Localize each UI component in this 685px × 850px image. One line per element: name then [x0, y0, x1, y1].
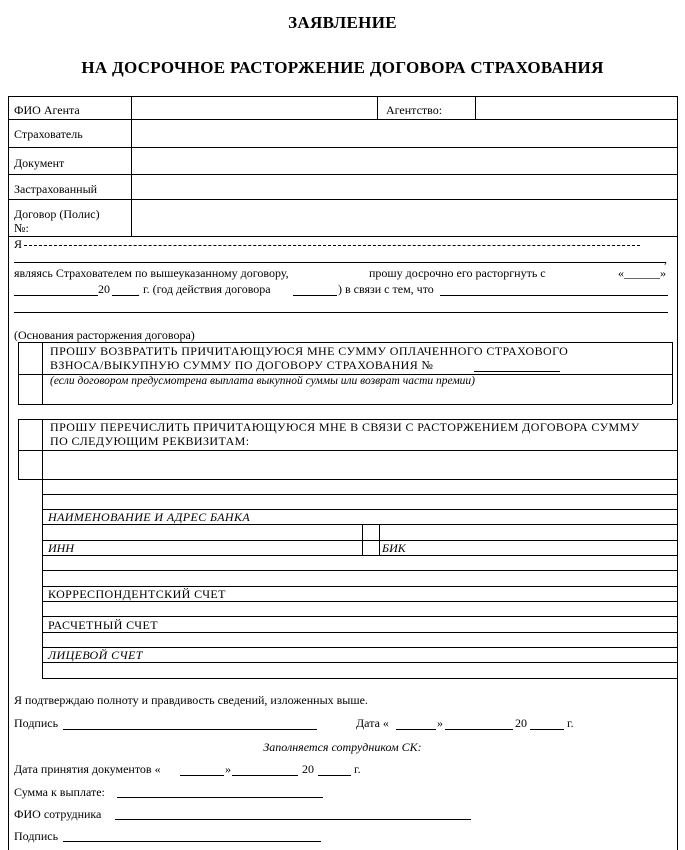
bank-name-field[interactable] — [43, 480, 677, 508]
insurer-field[interactable] — [132, 120, 676, 146]
current-account-field[interactable] — [43, 602, 677, 616]
amount-field[interactable] — [117, 797, 323, 798]
staff-signature-label: Подпись — [14, 829, 59, 843]
inn-field[interactable] — [43, 525, 361, 539]
accept-date-year-prefix: 20 — [302, 762, 314, 776]
contract-year-label: г. (год действия договора — [143, 282, 271, 296]
agency-label: Агентство: — [386, 103, 443, 117]
reasons-note: (Основания расторжения договора) — [14, 328, 195, 342]
termination-date-month[interactable] — [14, 295, 98, 296]
date-label: Дата « — [356, 716, 389, 730]
staff-section-title: Заполняется сотрудником СК: — [263, 740, 422, 754]
reason-field-2[interactable] — [14, 312, 668, 313]
agent-field[interactable] — [132, 97, 376, 118]
transfer-checkbox-2[interactable] — [19, 451, 41, 478]
reason-label: ) в связи с тем, что — [338, 282, 434, 296]
statement-line-start: являясь Страхователем по вышеуказанному договору, — [14, 266, 289, 280]
employee-field[interactable] — [115, 819, 471, 820]
statement-comma: , — [664, 252, 667, 266]
applicant-name-line[interactable] — [24, 245, 640, 246]
signature-label: Подпись — [14, 716, 59, 730]
accept-date-label: Дата принятия документов « — [14, 762, 161, 776]
accept-date-quote: » — [225, 762, 231, 776]
transfer-text-2: ПО СЛЕДУЮЩИМ РЕКВИЗИТАМ: — [50, 434, 250, 448]
confirmation-text: Я подтверждаю полноту и правдивость сведений, изложенных выше. — [14, 693, 368, 707]
refund-checkbox-2[interactable] — [19, 375, 41, 403]
date-quote: » — [437, 716, 443, 730]
current-account-label: РАСЧЕТНЫЙ СЧЕТ — [48, 618, 158, 632]
transfer-text-1: ПРОШУ ПЕРЕЧИСЛИТЬ ПРИЧИТАЮЩУЮСЯ МНЕ В СВЯЗИ С РАСТОРЖЕНИЕМ ДОГОВОРА СУММУ — [50, 420, 640, 434]
refund-text-2: ВЗНОСА/ВЫКУПНУЮ СУММУ ПО ДОГОВОРУ СТРАХОВАНИЯ № — [50, 358, 434, 372]
amount-label: Сумма к выплате: — [14, 785, 105, 799]
insured-label: Застрахованный — [14, 182, 98, 196]
document-field[interactable] — [132, 148, 676, 173]
refund-checkbox[interactable] — [19, 343, 41, 373]
contract-label: Договор (Полис) — [14, 207, 100, 221]
accept-date-year-field[interactable] — [318, 775, 351, 776]
date-year-field[interactable] — [530, 729, 564, 730]
insurer-label: Страхователь — [14, 127, 83, 141]
date-month-field[interactable] — [445, 729, 513, 730]
agent-label: ФИО Агента — [14, 103, 80, 117]
contract-field[interactable] — [132, 200, 676, 235]
agency-field[interactable] — [476, 97, 676, 118]
statement-i-label: Я — [14, 237, 23, 251]
bik-field[interactable] — [380, 525, 677, 539]
contract-year-field[interactable] — [293, 295, 337, 296]
inn-label: ИНН — [48, 541, 74, 555]
insured-field[interactable] — [132, 175, 676, 198]
bank-name-label: НАИМЕНОВАНИЕ И АДРЕС БАНКА — [48, 510, 251, 524]
document-label: Документ — [14, 156, 65, 170]
refund-text-1: ПРОШУ ВОЗВРАТИТЬ ПРИЧИТАЮЩУЮСЯ МНЕ СУММУ ОПЛАЧЕННОГО СТРАХОВОГО — [50, 344, 569, 358]
bik-label: БИК — [382, 541, 406, 555]
accept-date-day-field[interactable] — [180, 775, 224, 776]
year-prefix: 20 — [98, 282, 110, 296]
personal-account-label: ЛИЦЕВОЙ СЧЕТ — [48, 648, 143, 662]
transfer-checkbox[interactable] — [19, 420, 41, 449]
refund-contract-number-field[interactable] — [474, 371, 560, 372]
personal-account-field[interactable] — [43, 633, 677, 647]
contract-number-label: №: — [14, 221, 29, 235]
signature-field[interactable] — [63, 729, 317, 730]
date-day-field[interactable] — [396, 729, 436, 730]
corr-account-label: КОРРЕСПОНДЕНТСКИЙ СЧЕТ — [48, 587, 226, 601]
date-year-prefix: 20 — [515, 716, 527, 730]
statement-line-end: прошу досрочно его расторгнуть с — [369, 266, 546, 280]
corr-account-field[interactable] — [43, 571, 677, 585]
applicant-name-line-2[interactable] — [14, 262, 666, 263]
termination-date-day[interactable]: «______» — [618, 266, 666, 280]
staff-signature-field[interactable] — [63, 841, 321, 842]
page-title: ЗАЯВЛЕНИЕ — [288, 13, 397, 32]
accept-date-month-field[interactable] — [232, 775, 298, 776]
employee-label: ФИО сотрудника — [14, 807, 102, 821]
refund-note: (если договором предусмотрена выплата выкупной суммы или возврат части премии) — [50, 375, 475, 387]
accept-date-year-suffix: г. — [354, 762, 361, 776]
date-year-suffix: г. — [567, 716, 574, 730]
reason-field[interactable] — [440, 295, 668, 296]
termination-year-field[interactable] — [112, 295, 139, 296]
page-subtitle: НА ДОСРОЧНОЕ РАСТОРЖЕНИЕ ДОГОВОРА СТРАХОВАНИЯ — [81, 58, 604, 77]
